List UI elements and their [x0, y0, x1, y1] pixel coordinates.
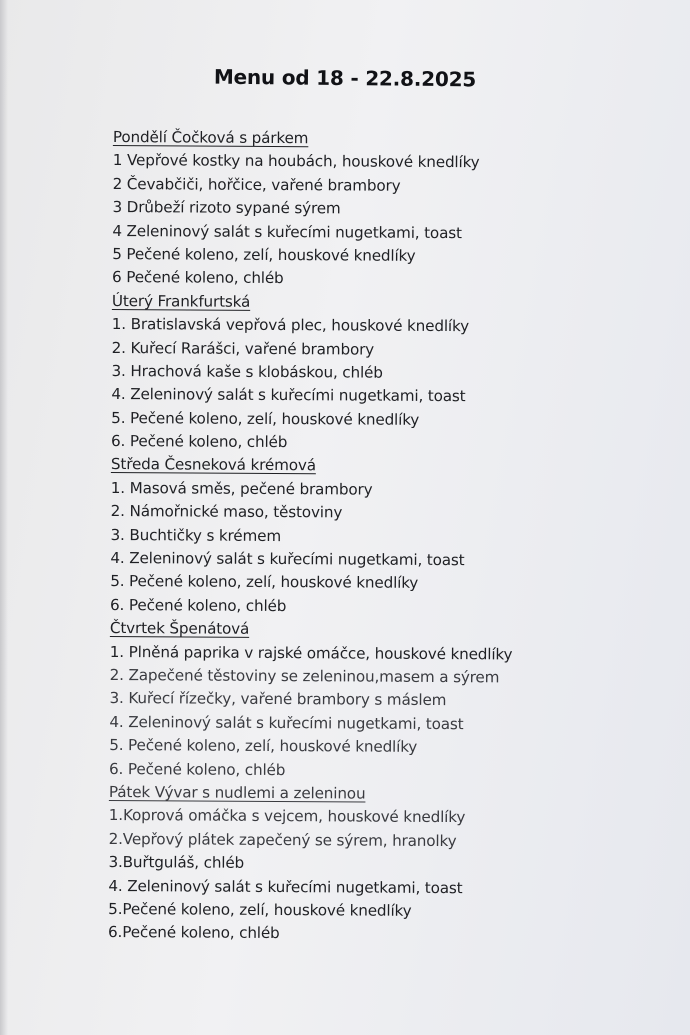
menu-item: 2. Zapečené těstoviny se zeleninou,masem a sýrem [109, 665, 500, 687]
menu-list [108, 126, 673, 948]
menu-item: 5.Pečené koleno, zelí, houskové knedlíky [108, 899, 412, 920]
menu-item: 6 Pečené koleno, chléb [112, 268, 284, 288]
menu-item: 2 Čevabčiči, hořčice, vařené brambory [112, 174, 401, 195]
menu-item: 1. Bratislavská vepřová plec, houskové knedlíky [111, 315, 470, 336]
menu-item: 1. Plněná paprika v rajské omáčce, houskové knedlíky [109, 642, 513, 664]
day-header-monday: Pondělí Čočková s párkem [112, 127, 309, 148]
menu-item: 6.Pečené koleno, chléb [108, 923, 280, 943]
menu-item: 6. Pečené koleno, chléb [109, 759, 286, 779]
menu-item: 4 Zeleninový salát s kuřecími nugetkami, toast [112, 221, 462, 242]
menu-item: 1.Koprová omáčka s vejcem, houskové knedlíky [108, 806, 466, 827]
menu-item: 4. Zeleninový salát s kuřecími nugetkami, toast [110, 549, 465, 570]
menu-item: 5. Pečené koleno, zelí, houskové knedlíky [109, 736, 418, 757]
menu-title: Menu od 18 - 22.8.2025 [213, 64, 477, 92]
day-header-thursday: Čtvrtek Špenátová [109, 619, 250, 639]
menu-item: 1 Vepřové kostky na houbách, houskové knedlíky [112, 151, 480, 172]
menu-item: 3. Kuřecí řízečky, vařené brambory s máslem [109, 689, 447, 710]
day-header-tuesday: Úterý Frankfurtská [111, 291, 251, 311]
menu-item: 5. Pečené koleno, zelí, houskové knedlíky [111, 408, 420, 429]
menu-item: 3 Drůbeží rizoto sypané sýrem [112, 198, 341, 218]
menu-item: 3. Hrachová kaše s klobáskou, chléb [111, 361, 383, 382]
menu-item: 4. Zeleninový salát s kuřecími nugetkami, toast [108, 876, 463, 897]
menu-item: 1. Masová směs, pečené brambory [110, 478, 373, 499]
menu-item: 6. Pečené koleno, chléb [111, 432, 288, 452]
day-header-wednesday: Středa Česneková krémová [110, 455, 316, 475]
menu-item: 2. Námořnické maso, těstoviny [110, 502, 343, 522]
menu-item: 3. Buchtičky s krémem [110, 525, 282, 545]
menu-item: 5. Pečené koleno, zelí, houskové knedlíky [110, 572, 419, 593]
menu-item: 2. Kuřecí Rarášci, vařené brambory [111, 338, 375, 359]
menu-item: 5 Pečené koleno, zelí, houskové knedlíky [112, 244, 416, 265]
day-header-friday: Pátek Vývar s nudlemi a zeleninou [108, 782, 366, 803]
menu-item: 6. Pečené koleno, chléb [110, 595, 287, 615]
menu-item: 4. Zeleninový salát s kuřecími nugetkami, toast [109, 712, 464, 733]
menu-item: 2.Vepřový plátek zapečený se sýrem, hranolky [108, 829, 457, 850]
menu-item: 3.Buřtguláš, chléb [108, 853, 245, 872]
menu-item: 4. Zeleninový salát s kuřecími nugetkami, toast [111, 385, 466, 406]
